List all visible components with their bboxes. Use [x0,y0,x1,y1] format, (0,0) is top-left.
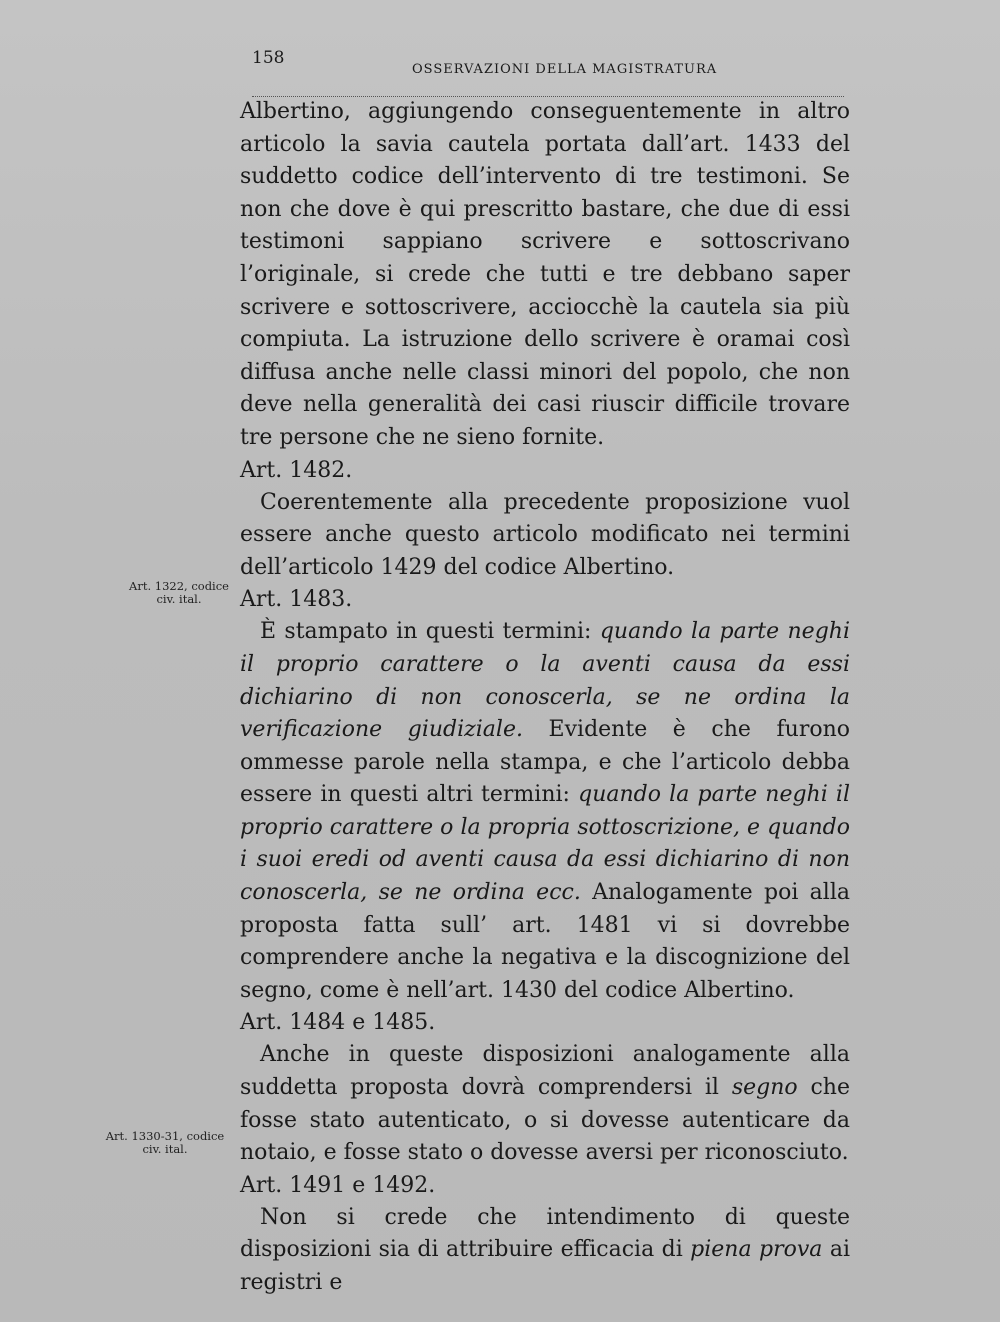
paragraph-art-1483 [240,616,850,1007]
text-run: Anche in queste disposizioni analogamente alla suddetta proposta dovrà comprendersi il [240,1042,850,1101]
page-body [240,96,850,1300]
article-heading-1484-1485: Art. 1484 e 1485. [240,1010,436,1036]
article-heading-1491-1492: Art. 1491 e 1492. [240,1172,436,1198]
text-run: È stampato in questi termini: [260,619,600,645]
text-run: Non si crede che intendimento di queste disposizioni sia di attribuire efficacia di [240,1204,850,1263]
text-run: Analogamente poi alla proposta fatta sull’ art. 1481 vi si dovrebbe comprendere anche la negativa e la discognizione del segno, come è nell’art. 1430 del codice Albertino. [240,880,850,1003]
quoted-text: quando la parte neghi il proprio carattere o la aventi causa da essi dichiarino di non conoscerla, se ne ordina la verificazione giudiziale. [240,619,850,743]
page-number: 158 [252,48,285,68]
running-title: OSSERVAZIONI DELLA MAGISTRATURA [412,62,718,77]
emphasis-word: piena prova [690,1237,823,1263]
quoted-text: quando la parte neghi il proprio carattere o la propria sottoscrizione, e quando i suoi eredi od aventi causa da essi dichiarino di non conoscerla, se ne ordina ecc. [240,782,850,906]
article-heading-1483: Art. 1483. [240,587,353,613]
paragraph-art-1484-1485 [240,1039,850,1169]
text-run: Evidente è che furono ommesse parole nella stampa, e che l’articolo debba essere in questi altri termini: [240,717,850,808]
margin-note-art-1322: Art. 1322, codice civ. ital. [129,579,229,606]
text-run: ai registri e [240,1237,850,1295]
margin-note-art-1330-31: Art. 1330-31, codice civ. ital. [105,1129,225,1156]
emphasis-word: segno [731,1075,798,1101]
article-heading-1482: Art. 1482. [240,457,353,483]
text-run: che fosse stato autenticato, o si dovesse autenticare da notaio, e fosse stato o dovesse aversi per riconosciuto. [240,1075,850,1166]
paragraph-continuation: Albertino, aggiungendo conseguentemente in altro articolo la savia cautela portata dall’art. 1433 del suddetto codice dell’intervento di tre testimoni. Se non che dove è qui prescritto bastare, che due di essi testimoni sappiano scrivere e sottoscrivano l’originale, si crede che tutti e tre debbano saper scrivere e sottoscrivere, acciocchè la cautela sia più compiuta. La istruzione dello scrivere è oramai così diffusa anche nelle classi minori del popolo, che non deve nella generalità dei casi riuscir difficile trovare tre persone che ne sieno fornite. [240,99,850,450]
paragraph-art-1491-1492 [240,1202,850,1300]
paragraph-art-1482: Coerentemente alla precedente proposizione vuol essere anche questo articolo modificato nei termini dell’articolo 1429 del codice Albertino. [240,489,850,580]
page-header [252,44,844,97]
